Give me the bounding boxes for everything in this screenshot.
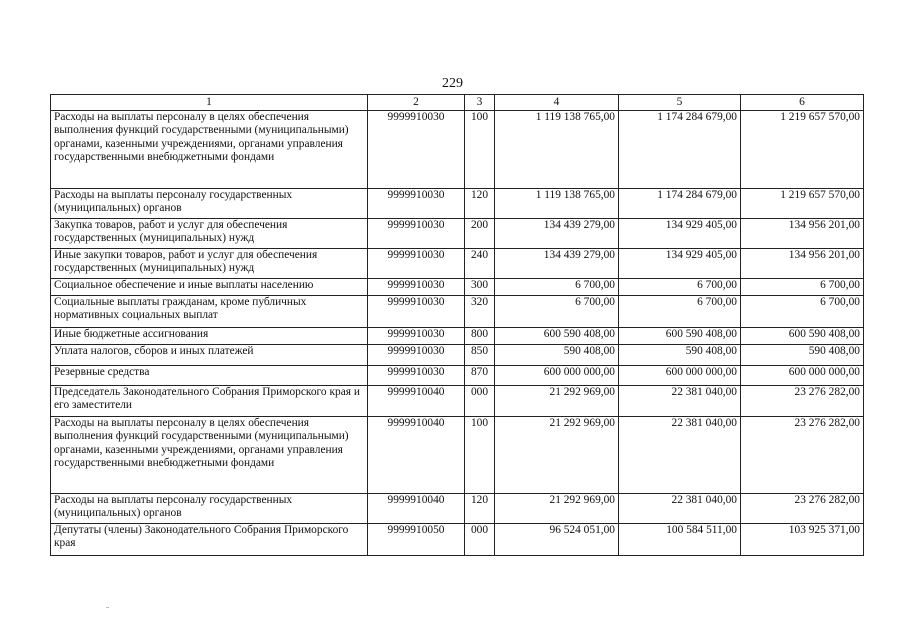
row-target-code: 9999910040 [368,386,465,417]
row-amount-year1: 1 119 138 765,00 [495,189,619,219]
row-amount-year3: 103 925 371,00 [741,524,864,556]
row-amount-year1: 6 700,00 [495,279,619,296]
row-name: Иные бюджетные ассигнования [51,328,368,345]
column-number-row [51,95,864,111]
row-amount-year2: 22 381 040,00 [619,417,741,494]
row-target-code: 9999910050 [368,524,465,556]
row-target-code: 9999910030 [368,296,465,328]
row-expense-type: 320 [465,296,495,328]
row-amount-year1: 590 408,00 [495,345,619,366]
row-expense-type: 100 [465,111,495,189]
row-target-code: 9999910030 [368,219,465,249]
row-target-code: 9999910040 [368,417,465,494]
row-target-code: 9999910030 [368,328,465,345]
row-expense-type: 850 [465,345,495,366]
table-row [51,366,864,386]
table-row [51,219,864,249]
table-row [51,524,864,556]
table-row [51,417,864,494]
row-amount-year1: 600 590 408,00 [495,328,619,345]
row-name: Расходы на выплаты персоналу государственных (муниципальных) органов [51,494,368,524]
row-amount-year3: 1 219 657 570,00 [741,189,864,219]
row-amount-year2: 1 174 284 679,00 [619,111,741,189]
row-amount-year2: 6 700,00 [619,296,741,328]
table-row [51,328,864,345]
column-header-4: 4 [495,95,619,111]
row-amount-year2: 1 174 284 679,00 [619,189,741,219]
row-expense-type: 200 [465,219,495,249]
row-name: Уплата налогов, сборов и иных платежей [51,345,368,366]
scan-speck [106,607,109,608]
table-row [51,189,864,219]
row-amount-year3: 23 276 282,00 [741,386,864,417]
row-amount-year2: 590 408,00 [619,345,741,366]
row-name: Председатель Законодательного Собрания Приморского края и его заместители [51,386,368,417]
row-amount-year3: 23 276 282,00 [741,417,864,494]
row-name: Расходы на выплаты персоналу в целях обеспечения выполнения функций государственными (муниципальными) органами, казенными учреждениями, органами управления государственными внебюджетными фондами [51,111,368,189]
row-expense-type: 120 [465,494,495,524]
row-amount-year1: 134 439 279,00 [495,249,619,279]
row-target-code: 9999910030 [368,345,465,366]
table-row [51,345,864,366]
row-amount-year2: 100 584 511,00 [619,524,741,556]
row-target-code: 9999910030 [368,189,465,219]
row-expense-type: 000 [465,524,495,556]
table-row [51,279,864,296]
row-target-code: 9999910030 [368,279,465,296]
table-row [51,494,864,524]
row-amount-year2: 134 929 405,00 [619,249,741,279]
row-amount-year1: 21 292 969,00 [495,386,619,417]
column-header-2: 2 [368,95,465,111]
row-target-code: 9999910030 [368,111,465,189]
row-name: Расходы на выплаты персоналу государственных (муниципальных) органов [51,189,368,219]
row-amount-year3: 6 700,00 [741,296,864,328]
row-name: Иные закупки товаров, работ и услуг для обеспечения государственных (муниципальных) нужд [51,249,368,279]
row-expense-type: 120 [465,189,495,219]
row-amount-year3: 600 590 408,00 [741,328,864,345]
budget-table [50,94,864,556]
column-header-5: 5 [619,95,741,111]
row-amount-year2: 134 929 405,00 [619,219,741,249]
row-name: Социальные выплаты гражданам, кроме публичных нормативных социальных выплат [51,296,368,328]
row-amount-year1: 21 292 969,00 [495,494,619,524]
table-row [51,296,864,328]
page-number: 229 [442,76,463,91]
table-row [51,111,864,189]
row-amount-year1: 134 439 279,00 [495,219,619,249]
column-header-3: 3 [465,95,495,111]
row-amount-year1: 6 700,00 [495,296,619,328]
row-expense-type: 240 [465,249,495,279]
row-amount-year3: 6 700,00 [741,279,864,296]
row-expense-type: 800 [465,328,495,345]
row-expense-type: 100 [465,417,495,494]
row-amount-year3: 23 276 282,00 [741,494,864,524]
row-amount-year3: 134 956 201,00 [741,219,864,249]
row-amount-year3: 590 408,00 [741,345,864,366]
row-amount-year2: 600 590 408,00 [619,328,741,345]
row-amount-year1: 1 119 138 765,00 [495,111,619,189]
row-target-code: 9999910030 [368,249,465,279]
row-name: Депутаты (члены) Законодательного Собрания Приморского края [51,524,368,556]
row-name: Закупка товаров, работ и услуг для обеспечения государственных (муниципальных) нужд [51,219,368,249]
row-amount-year3: 134 956 201,00 [741,249,864,279]
row-expense-type: 870 [465,366,495,386]
row-amount-year3: 1 219 657 570,00 [741,111,864,189]
row-target-code: 9999910030 [368,366,465,386]
row-name: Расходы на выплаты персоналу в целях обеспечения выполнения функций государственными (муниципальными) органами, казенными учреждениями, органами управления государственными внебюджетными фондами [51,417,368,494]
column-header-6: 6 [741,95,864,111]
row-expense-type: 300 [465,279,495,296]
table-row [51,249,864,279]
row-amount-year1: 21 292 969,00 [495,417,619,494]
row-amount-year2: 6 700,00 [619,279,741,296]
row-amount-year2: 22 381 040,00 [619,386,741,417]
row-name: Резервные средства [51,366,368,386]
row-amount-year1: 600 000 000,00 [495,366,619,386]
row-amount-year2: 22 381 040,00 [619,494,741,524]
column-header-1: 1 [51,95,368,111]
row-name: Социальное обеспечение и иные выплаты населению [51,279,368,296]
row-target-code: 9999910040 [368,494,465,524]
row-amount-year3: 600 000 000,00 [741,366,864,386]
row-expense-type: 000 [465,386,495,417]
row-amount-year2: 600 000 000,00 [619,366,741,386]
table-row [51,386,864,417]
row-amount-year1: 96 524 051,00 [495,524,619,556]
